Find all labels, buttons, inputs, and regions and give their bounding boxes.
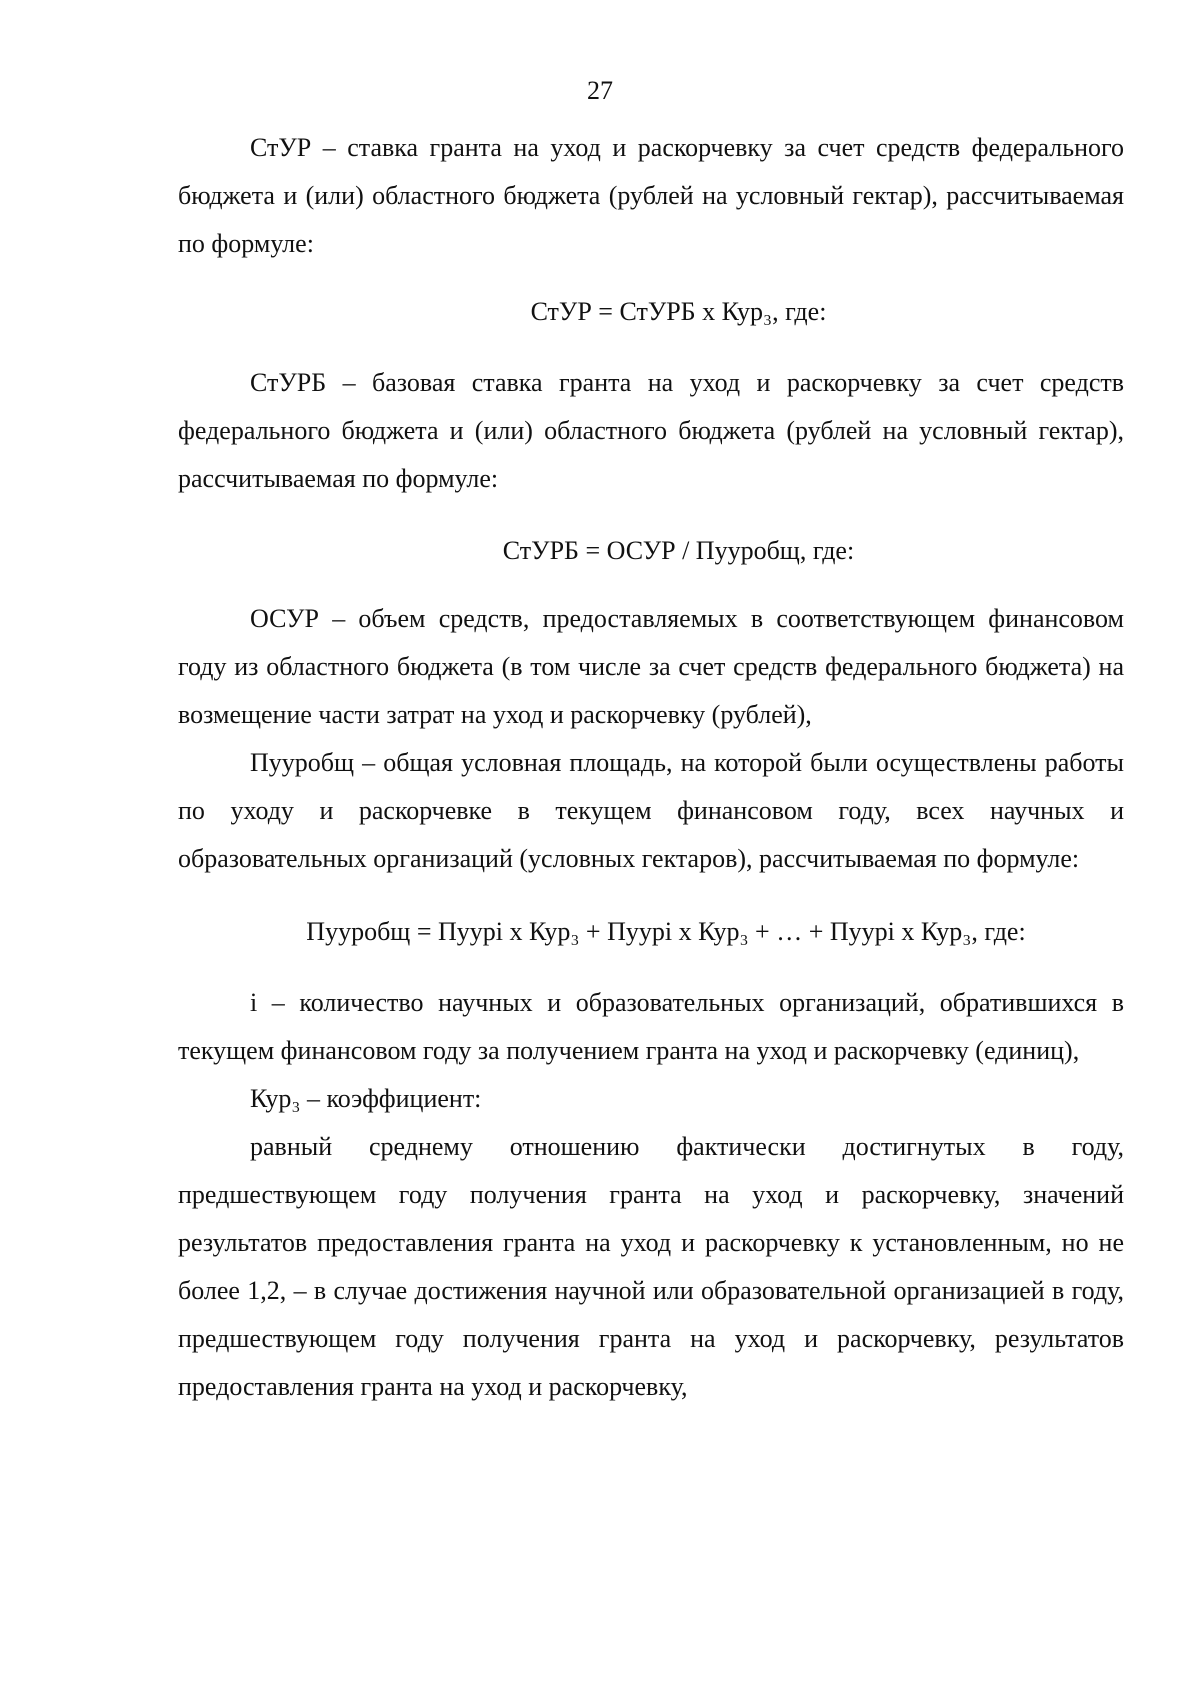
paragraph-kur3-label: Кур₃ – коэффициент: — [250, 1084, 482, 1113]
page-number: 27 — [587, 76, 613, 105]
paragraph-osur-definition: ОСУР – объем средств, предоставляемых в соответствующем финансовом году из областного бюджета (в том числе за счет средств федерального бюджета) на возмещение части затрат на уход и раскорчевку (рублей), — [178, 604, 1124, 729]
formula-sturb: СтУРБ = ОСУР / Пууробщ, где: — [502, 536, 855, 565]
paragraph-sturb-definition: СтУРБ – базовая ставка гранта на уход и раскорчевку за счет средств федерального бюджета и (или) областного бюджета (рублей на условный гектар), рассчитываемая по формуле: — [178, 368, 1124, 493]
paragraph-i-definition: і – количество научных и образовательных организаций, обратившихся в текущем финансовом году за получением гранта на уход и раскорчевку (единиц), — [178, 988, 1124, 1065]
formula-puurobsch: Пууробщ = Пуурі х Кур₃ + Пуурі х Кур₃ + … + Пуурі х Кур₃, где: — [306, 917, 1026, 946]
document-body — [178, 124, 1124, 1411]
formula-stur: СтУР = СтУРБ х Кур₃, где: — [530, 297, 827, 326]
paragraph-stur-definition: СтУР – ставка гранта на уход и раскорчевку за счет средств федерального бюджета и (или) областного бюджета (рублей на условный гектар), рассчитываемая по формуле: — [178, 133, 1124, 258]
paragraph-puurobsch-definition: Пууробщ – общая условная площадь, на которой были осуществлены работы по уходу и раскорчевке в текущем финансовом году, всех научных и образовательных организаций (условных гектаров), рассчитываемая по формуле: — [178, 748, 1124, 873]
paragraph-kur3-condition: равный среднему отношению фактически достигнутых в году, предшествующем году получения гранта на уход и раскорчевку, значений результатов предоставления гранта на уход и раскорчевку к установленным, но не более 1,2, – в случае достижения научной или образовательной организацией в году, предшествующем году получения гранта на уход и раскорчевку, результатов предоставления гранта на уход и раскорчевку, — [178, 1132, 1124, 1401]
